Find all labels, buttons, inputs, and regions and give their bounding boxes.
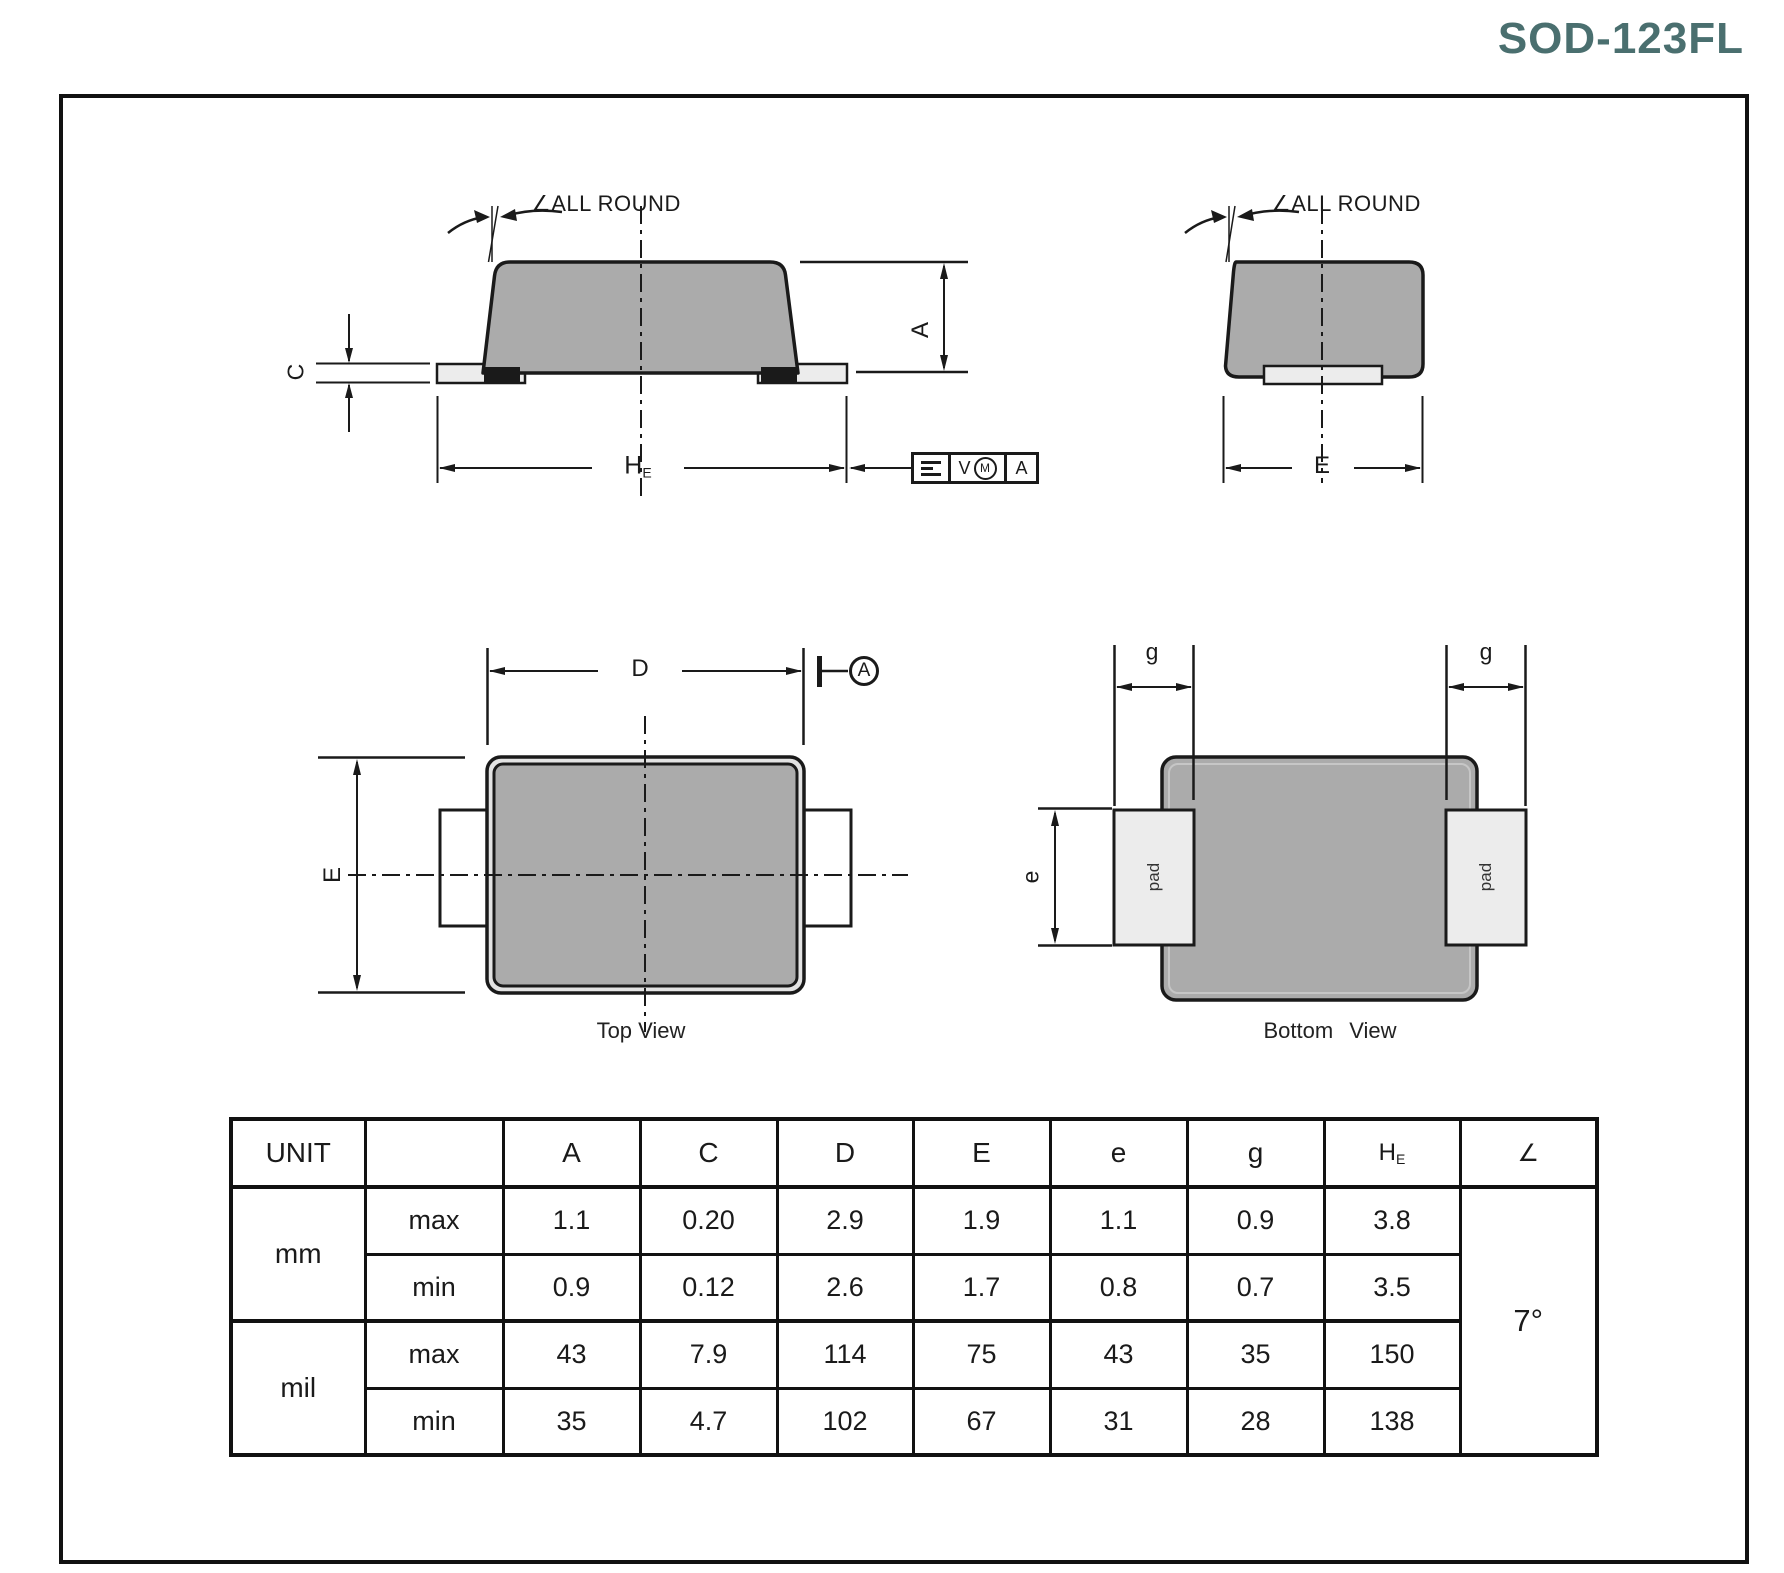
bottom-view-caption: Bottom View <box>1263 1018 1397 1043</box>
mil-min-e-upper: 67 <box>913 1388 1050 1455</box>
end-view-drawing <box>1185 206 1423 483</box>
mm-min-d: 2.6 <box>777 1254 913 1321</box>
unit-mm: mm <box>231 1187 365 1321</box>
mm-max-g: 0.9 <box>1187 1187 1324 1254</box>
header-e-upper: E <box>913 1119 1050 1187</box>
mil-min-c: 4.7 <box>640 1388 777 1455</box>
header-unit: UNIT <box>231 1119 365 1187</box>
mil-min-d: 102 <box>777 1388 913 1455</box>
mil-min-he: 138 <box>1324 1388 1460 1455</box>
mm-max-e-lower: 1.1 <box>1050 1187 1187 1254</box>
end-package-body <box>1226 262 1424 377</box>
coplanarity-symbol-icon <box>914 455 948 481</box>
header-g: g <box>1187 1119 1324 1187</box>
mm-min-c: 0.12 <box>640 1254 777 1321</box>
mil-max-c: 7.9 <box>640 1321 777 1388</box>
datum-a-balloon: A <box>849 656 879 686</box>
dim-label-a: A <box>907 321 934 339</box>
header-angle: ∠ <box>1460 1119 1597 1187</box>
mm-min-e-lower: 0.8 <box>1050 1254 1187 1321</box>
top-view-drawing <box>318 648 908 1032</box>
mil-max-e-lower: 43 <box>1050 1321 1187 1388</box>
dim-label-he: $H_E$ <box>624 451 652 481</box>
mm-max-d: 2.9 <box>777 1187 913 1254</box>
dim-label-e-end: E <box>1313 452 1331 479</box>
dim-label-e-pitch: e <box>1017 870 1044 884</box>
tolerance-cell: V M <box>948 455 1004 481</box>
material-modifier-icon: M <box>974 457 997 480</box>
dim-label-d: D <box>631 655 649 682</box>
side-foot-right <box>761 367 797 382</box>
header-blank <box>365 1119 503 1187</box>
bottom-view-drawing <box>1038 645 1526 1000</box>
page-title: SOD-123FL <box>1497 14 1744 63</box>
pad-right-label: pad <box>1476 862 1495 892</box>
top-view-caption: Top View <box>596 1018 686 1043</box>
header-he: $H_E$ <box>1324 1119 1460 1187</box>
mil-max-e-upper: 75 <box>913 1321 1050 1388</box>
header-d: D <box>777 1119 913 1187</box>
header-c: C <box>640 1119 777 1187</box>
dim-label-c: C <box>282 363 309 381</box>
side-foot-left <box>484 367 520 382</box>
bottom-body <box>1162 757 1477 1000</box>
datum-feature-control-frame <box>911 452 1039 484</box>
mm-max-c: 0.20 <box>640 1187 777 1254</box>
dim-label-e-top: E <box>319 866 346 884</box>
datum-reference-cell: A <box>1004 455 1036 481</box>
mm-max-a: 1.1 <box>503 1187 640 1254</box>
mil-max-d: 114 <box>777 1321 913 1388</box>
header-a: A <box>503 1119 640 1187</box>
mm-max-label: max <box>365 1187 503 1254</box>
dim-label-g-left: g <box>1145 638 1159 665</box>
dim-label-g-right: g <box>1479 638 1493 665</box>
side-angle-note: ∠ALL ROUND <box>531 191 681 216</box>
top-lead-left <box>440 810 488 926</box>
mil-max-he: 150 <box>1324 1321 1460 1388</box>
mm-min-he: 3.5 <box>1324 1254 1460 1321</box>
top-lead-right <box>803 810 851 926</box>
mil-max-g: 35 <box>1187 1321 1324 1388</box>
mm-max-he: 3.8 <box>1324 1187 1460 1254</box>
mm-min-label: min <box>365 1254 503 1321</box>
dimension-table <box>229 1117 1599 1457</box>
mil-min-a: 35 <box>503 1388 640 1455</box>
angle-value-cell: 7° <box>1460 1187 1597 1455</box>
end-angle-note: ∠ALL ROUND <box>1271 191 1421 216</box>
mil-min-label: min <box>365 1388 503 1455</box>
mil-min-g: 28 <box>1187 1388 1324 1455</box>
unit-mil: mil <box>231 1321 365 1455</box>
mm-min-e-upper: 1.7 <box>913 1254 1050 1321</box>
mm-min-a: 0.9 <box>503 1254 640 1321</box>
mil-max-a: 43 <box>503 1321 640 1388</box>
mil-min-e-lower: 31 <box>1050 1388 1187 1455</box>
mm-min-g: 0.7 <box>1187 1254 1324 1321</box>
pad-left-label: pad <box>1144 862 1163 892</box>
header-e-lower: e <box>1050 1119 1187 1187</box>
mm-max-e-upper: 1.9 <box>913 1187 1050 1254</box>
mil-max-label: max <box>365 1321 503 1388</box>
